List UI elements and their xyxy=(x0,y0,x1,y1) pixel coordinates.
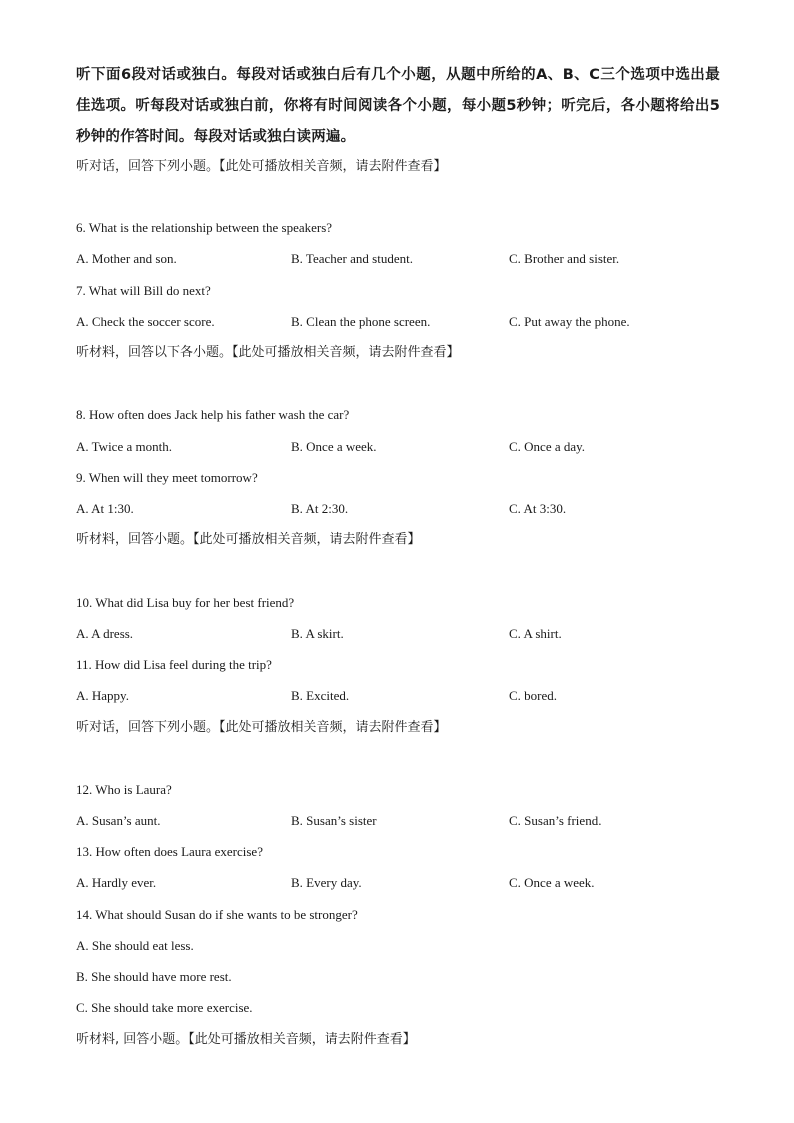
question-stem: 14. What should Susan do if she wants to be stronger? xyxy=(76,907,358,922)
option-a: A. She should eat less. xyxy=(76,938,194,953)
option-c: C. Put away the phone. xyxy=(509,314,630,329)
option-c: C. At 3:30. xyxy=(509,501,567,516)
option-a: A. A dress. xyxy=(76,626,134,641)
option-a: A. Susan’s aunt. xyxy=(76,813,161,828)
question-stem: 11. How did Lisa feel during the trip? xyxy=(76,657,272,672)
option-c: C. Brother and sister. xyxy=(509,251,620,266)
option-a: A. Twice a month. xyxy=(76,439,172,454)
option-b: B. Susan’s sister xyxy=(291,813,377,828)
option-b: B. A skirt. xyxy=(291,626,344,641)
option-a: A. Happy. xyxy=(76,688,129,703)
option-b: B. Once a week. xyxy=(291,439,377,454)
option-a: A. Check the soccer score. xyxy=(76,314,215,329)
option-b: B. Teacher and student. xyxy=(291,251,413,266)
section-instruction: 听对话，回答下列小题。【此处可播放相关音频，请去附件查看】 xyxy=(76,720,447,735)
option-b: B. Clean the phone screen. xyxy=(291,314,431,329)
section-intro-instructions: 听下面6段对话或独白。每段对话或独白后有几个小题，从题中所给的A、B、C三个选项中选出最佳选项。听每段对话或独白前，你将有时间阅读各个小题，每小题5秒钟；听完后，各小题将给出5秒钟的作答时间。每段对话或独白读两遍。 xyxy=(76,67,720,145)
section-instruction: 听材料，回答小题。【此处可播放相关音频，请去附件查看】 xyxy=(76,532,421,547)
section-instruction: 听材料, 回答小题。【此处可播放相关音频，请去附件查看】 xyxy=(76,1032,416,1047)
question-stem: 13. How often does Laura exercise? xyxy=(76,844,263,859)
option-a: A. Mother and son. xyxy=(76,251,177,266)
option-b: B. Every day. xyxy=(291,875,362,890)
option-c: C. Once a week. xyxy=(509,875,595,890)
question-stem: 12. Who is Laura? xyxy=(76,782,172,797)
option-c: C. Once a day. xyxy=(509,439,586,454)
question-stem: 9. When will they meet tomorrow? xyxy=(76,470,258,485)
question-stem: 6. What is the relationship between the speakers? xyxy=(76,220,333,235)
option-b: B. Excited. xyxy=(291,688,350,703)
option-c: C. Susan’s friend. xyxy=(509,813,602,828)
section-instruction: 听对话，回答下列小题。【此处可播放相关音频，请去附件查看】 xyxy=(76,159,447,174)
option-a: A. At 1:30. xyxy=(76,501,134,516)
option-a: A. Hardly ever. xyxy=(76,875,157,890)
option-c: C. bored. xyxy=(509,688,558,703)
option-c: C. She should take more exercise. xyxy=(76,1000,253,1015)
option-b: B. At 2:30. xyxy=(291,501,349,516)
section-instruction: 听材料，回答以下各小题。【此处可播放相关音频，请去附件查看】 xyxy=(76,345,460,360)
question-stem: 7. What will Bill do next? xyxy=(76,283,211,298)
question-stem: 8. How often does Jack help his father wash the car? xyxy=(76,407,350,422)
option-c: C. A shirt. xyxy=(509,626,562,641)
option-b: B. She should have more rest. xyxy=(76,969,232,984)
question-stem: 10. What did Lisa buy for her best friend? xyxy=(76,595,295,610)
